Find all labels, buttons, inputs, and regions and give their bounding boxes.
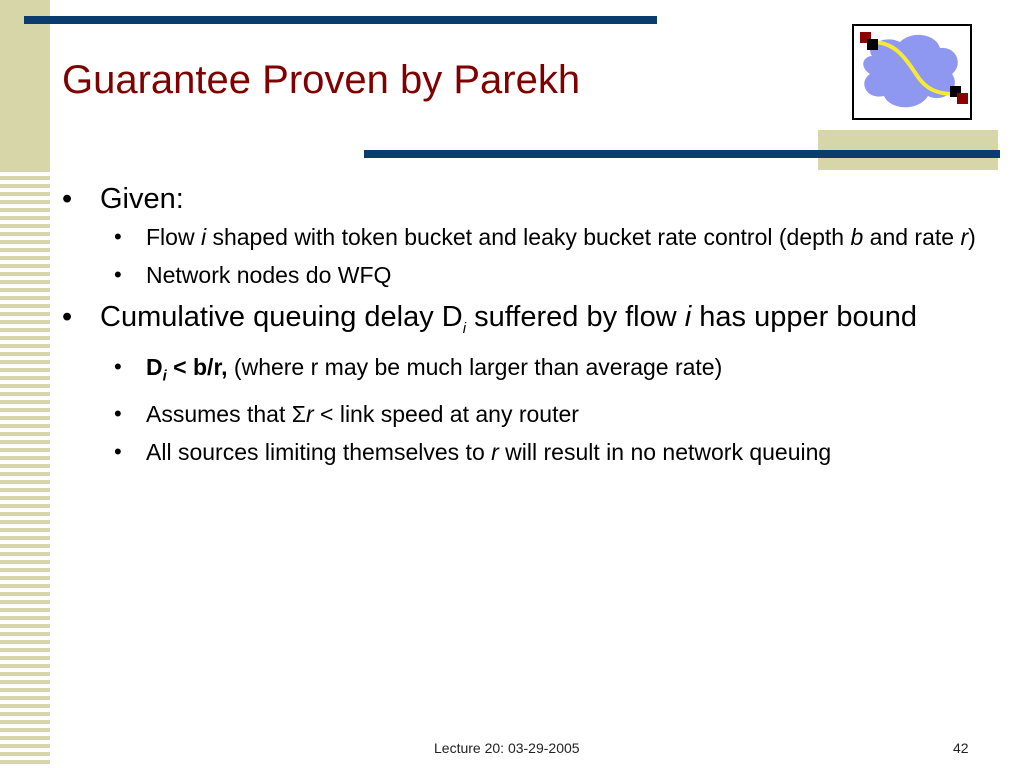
sub-bullet-assumes xyxy=(62,399,982,429)
text: and rate xyxy=(863,224,961,250)
bound-formula: < b/r, xyxy=(166,353,228,380)
bullet-marker: • xyxy=(114,401,122,427)
sigma-symbol: Σ xyxy=(291,401,306,428)
text: has upper bound xyxy=(691,301,917,333)
network-cloud-logo-icon xyxy=(852,24,972,120)
text: shaped with token bucket and leaky bucket rate control (depth xyxy=(206,224,851,250)
slide-title: Guarantee Proven by Parekh xyxy=(62,58,581,102)
sub-bullet-flow-shaped xyxy=(62,222,982,252)
var-D: D xyxy=(146,353,163,380)
text: All sources limiting themselves to xyxy=(146,439,492,466)
text: Assumes that xyxy=(146,401,292,428)
bullet-marker: • xyxy=(114,439,122,465)
bullet-marker: • xyxy=(114,224,122,249)
var-i: i xyxy=(684,301,692,333)
title-underline-rule xyxy=(364,150,1000,158)
bullet-marker: • xyxy=(114,262,122,287)
sub-bullet-all-sources xyxy=(62,437,982,467)
subscript-i: i xyxy=(162,367,167,385)
var-b: b xyxy=(850,224,864,250)
text: Network nodes do WFQ xyxy=(146,262,392,288)
text: Cumulative queuing delay D xyxy=(100,301,463,333)
text: < link speed at any router xyxy=(313,401,579,428)
sub-bullet-wfq xyxy=(62,260,982,290)
bullet-text: Given: xyxy=(100,183,184,215)
text: suffered by flow xyxy=(466,301,685,333)
bullet-cumulative-delay xyxy=(62,298,982,348)
left-top-stripe-decoration xyxy=(0,0,50,170)
text: (where r may be much larger than average rate) xyxy=(227,353,723,380)
var-r: r xyxy=(491,439,499,466)
top-rule xyxy=(24,16,657,24)
slide-body xyxy=(62,180,982,475)
text: will result in no network queuing xyxy=(498,439,832,466)
bullet-given xyxy=(62,180,982,218)
var-r: r xyxy=(960,224,969,250)
bullet-marker: • xyxy=(62,301,73,333)
subscript-i: i xyxy=(462,319,467,337)
bullet-marker: • xyxy=(114,353,122,379)
text: Flow xyxy=(146,224,201,250)
footer-page-number: 42 xyxy=(953,740,969,756)
sub-bullet-bound xyxy=(62,352,982,392)
var-r: r xyxy=(305,401,314,428)
bullet-marker: • xyxy=(62,183,73,215)
var-i: i xyxy=(200,224,207,250)
text: ) xyxy=(968,224,976,250)
footer-lecture: Lecture 20: 03-29-2005 xyxy=(434,740,580,756)
